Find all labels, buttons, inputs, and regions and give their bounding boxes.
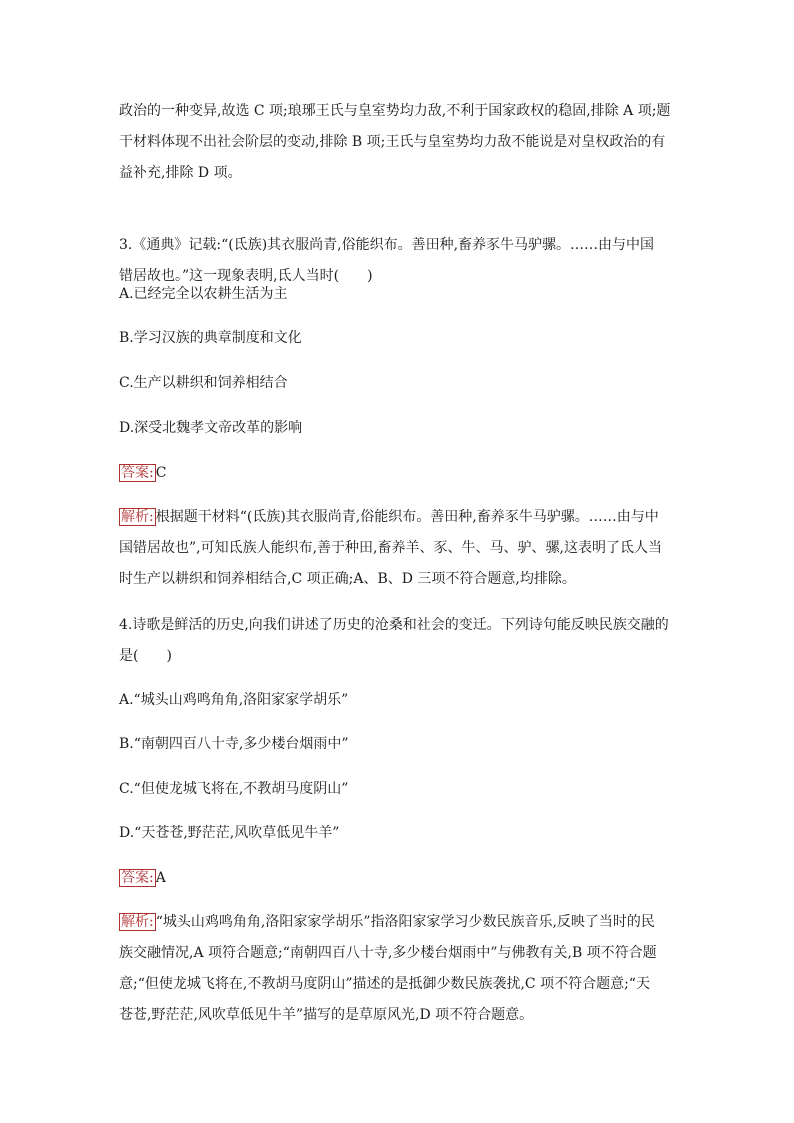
text-line: 干材料体现不出社会阶层的变动,排除 B 项;王氏与皇室势均力敌不能说是对皇权政治的有	[119, 134, 666, 150]
analysis-label: 解析:	[121, 509, 154, 525]
text-line: 益补充,排除 D 项。	[119, 165, 242, 181]
answer-label: 答案:	[121, 870, 154, 886]
answer-value: A	[155, 870, 166, 886]
question-4-option-a: A.“城头山鸡鸣角角,洛阳家家学胡乐”	[119, 692, 349, 708]
question-3-answer	[119, 458, 679, 489]
text-line: 解析: “城头山鸡鸣角角,洛阳家家学胡乐”指洛阳家家学习少数民族音乐,反映了当时的民	[121, 914, 655, 930]
text-line: 政治的一种变异,故选 C 项;琅琊王氏与皇室势均力敌,不利于国家政权的稳固,排除 A 项;题	[119, 103, 671, 119]
question-3-option-b: B.学习汉族的典章制度和文化	[119, 330, 302, 346]
question-3-option-a: A.已经完全以农耕生活为主	[119, 286, 288, 302]
text-line: 是( )	[119, 648, 172, 664]
question-4-answer	[119, 863, 679, 894]
text-line: 苍苍,野茫茫,风吹草低见牛羊”描写的是草原风光,D 项不符合题意。	[119, 1007, 534, 1023]
question-4-option-c: C.“但使龙城飞将在,不教胡马度阴山”	[119, 781, 349, 797]
question-3-analysis	[119, 502, 679, 595]
answer-value: C	[155, 465, 167, 481]
question-4-analysis	[119, 907, 679, 1031]
text-line: 族交融情况,A 项符合题意;“南朝四百八十寺,多少楼台烟雨中”与佛教有关,B 项不符合题	[119, 945, 657, 961]
text-line: 意;“但使龙城飞将在,不教胡马度阴山”描述的是抵御少数民族袭扰,C 项不符合题意;“天	[119, 976, 650, 992]
question-3-option-d: D.深受北魏孝文帝改革的影响	[119, 420, 303, 436]
text-line: 4.诗歌是鲜活的历史,向我们讲述了历史的沧桑和社会的变迁。下列诗句能反映民族交融的	[119, 617, 669, 633]
previous-analysis-continuation	[119, 96, 679, 189]
text-line: 解析: 根据题干材料“(氐族)其衣服尚青,俗能织布。善田种,畜养豕牛马驴骡。……由与中	[121, 509, 659, 525]
text-line: 时生产以耕织和饲养相结合,C 项正确;A、B、D 三项不符合题意,均排除。	[119, 571, 576, 587]
text-line: 3.《通典》记载:“(氐族)其衣服尚青,俗能织布。善田种,畜养豕牛马驴骡。……由与中国	[119, 237, 655, 253]
text-line: 错居故也。”这一现象表明,氐人当时( )	[119, 268, 373, 284]
question-4-option-b: B.“南朝四百八十寺,多少楼台烟雨中”	[119, 736, 349, 752]
question-3-option-c: C.生产以耕织和饲养相结合	[119, 375, 288, 391]
question-4-stem	[119, 610, 679, 672]
analysis-label: 解析:	[121, 914, 154, 930]
answer-label: 答案:	[121, 465, 154, 481]
question-4-option-d: D.“天苍苍,野茫茫,风吹草低见牛羊”	[119, 825, 340, 841]
text-line: 国错居故也”,可知氐族人能织布,善于种田,畜养羊、豕、牛、马、驴、骡,这表明了氐人当	[119, 540, 662, 556]
